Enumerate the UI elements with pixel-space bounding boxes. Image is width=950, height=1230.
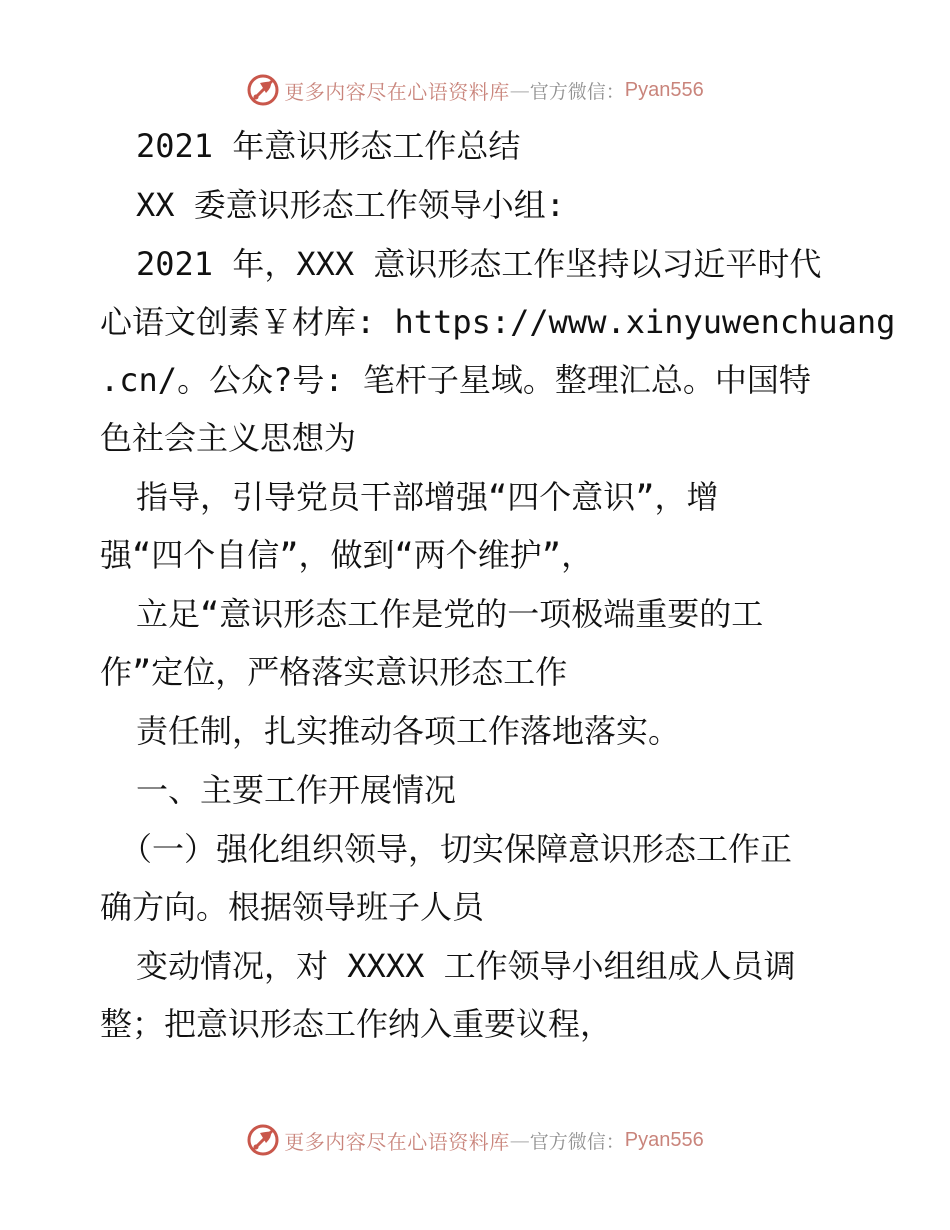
- watermark-separator: —: [509, 78, 530, 102]
- quill-logo-icon: [246, 1123, 280, 1157]
- paragraph-line: 指导，引导党员干部增强“四个意识”，增: [136, 478, 719, 516]
- paragraph-line: 确方向。根据领导班子人员: [100, 888, 485, 926]
- paragraph-line: 色社会主义思想为: [100, 419, 357, 457]
- footer-watermark: [0, 1120, 950, 1160]
- watermark-wechat-id: Pyan556: [624, 1128, 704, 1151]
- section-heading: 一、主要工作开展情况: [136, 771, 457, 809]
- paragraph-line: （一）强化组织领导，切实保障意识形态工作正: [120, 830, 793, 868]
- paragraph-line: 变动情况，对 XXXX 工作领导小组组成人员调: [136, 947, 796, 985]
- paragraph-line: 2021 年，XXX 意识形态工作坚持以习近平时代: [136, 245, 822, 283]
- paragraph-line: 立足“意识形态工作是党的一项极端重要的工: [136, 595, 764, 633]
- watermark-separator: —: [509, 1128, 530, 1152]
- watermark-site-text: 更多内容尽在心语资料库: [284, 79, 510, 104]
- paragraph-line: 强“四个自信”，做到“两个维护”，: [100, 536, 594, 574]
- watermark-label: 官方微信：: [529, 80, 625, 103]
- paragraph-line: 责任制，扎实推动各项工作落地落实。: [136, 712, 681, 750]
- paragraph-line: 心语文创素￥材库: https://www.xinyuwenchuang: [100, 303, 896, 341]
- watermark-label: 官方微信：: [529, 1130, 625, 1153]
- paragraph-line: .cn/。公众?号: 笔杆子星域。整理汇总。中国特: [100, 361, 811, 399]
- paragraph-line: 作”定位，严格落实意识形态工作: [100, 653, 568, 691]
- document-title: 2021 年意识形态工作总结: [136, 127, 521, 165]
- document-recipient: XX 委意识形态工作领导小组:: [136, 186, 566, 224]
- watermark-site-text: 更多内容尽在心语资料库: [284, 1129, 510, 1154]
- paragraph-line: 整；把意识形态工作纳入重要议程，: [100, 1005, 613, 1043]
- watermark-wechat-id: Pyan556: [624, 78, 704, 101]
